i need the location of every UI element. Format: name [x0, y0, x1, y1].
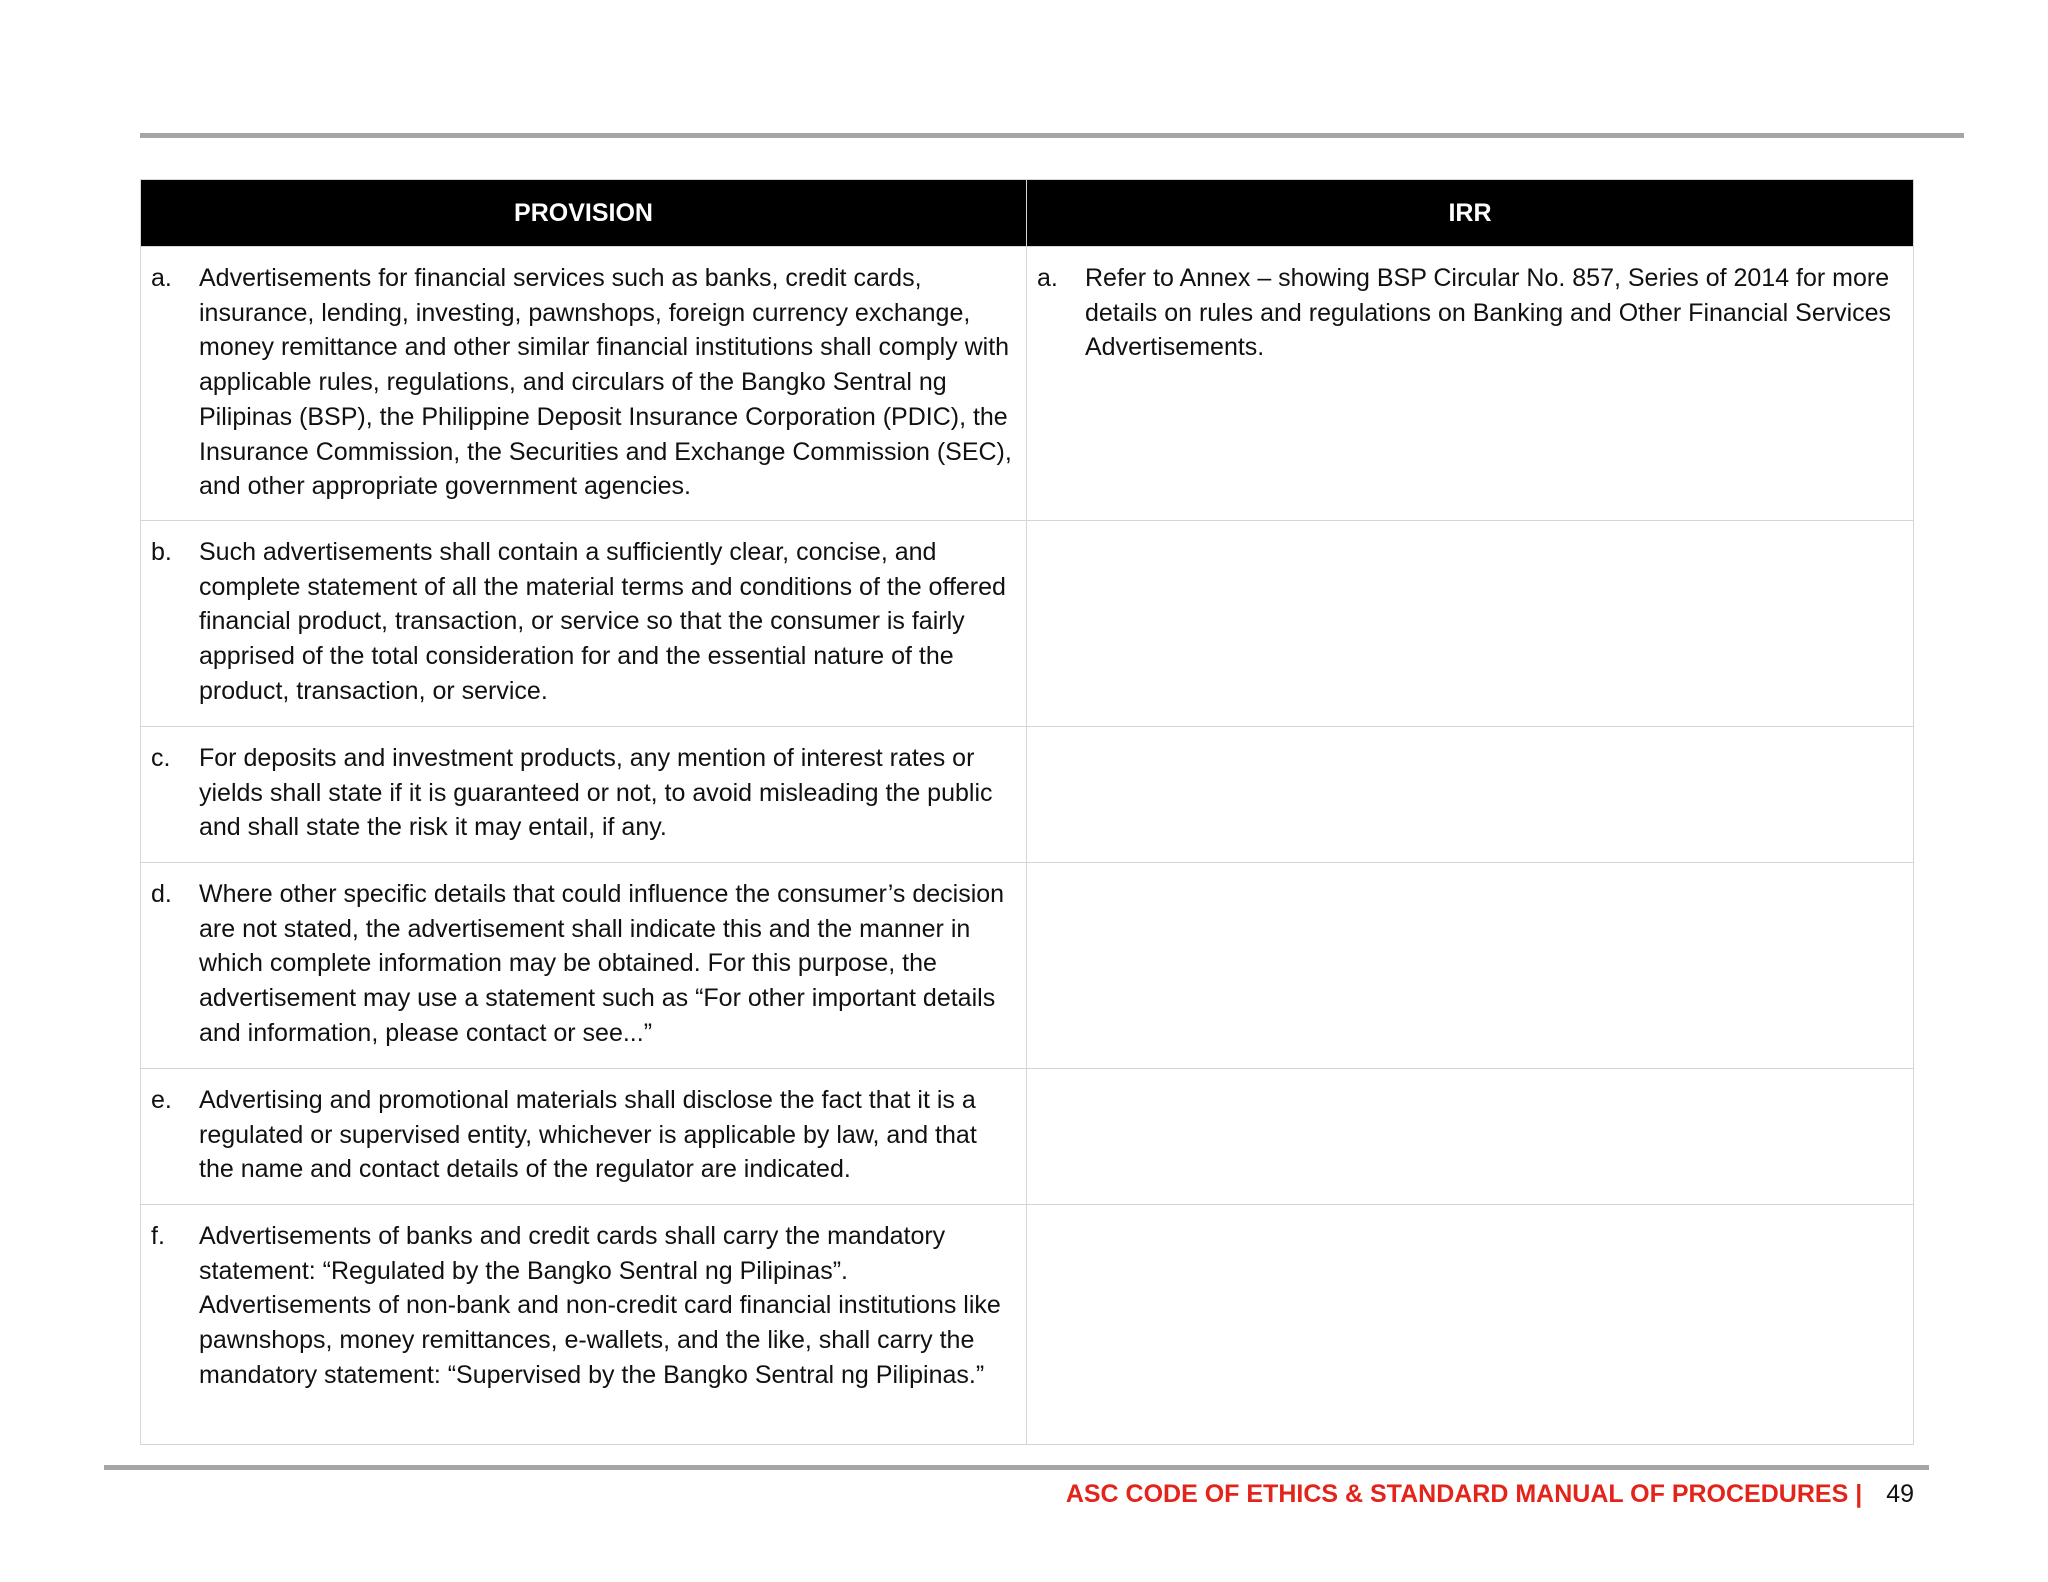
item-marker: c.: [151, 744, 171, 772]
document-title: ASC CODE OF ETHICS & STANDARD MANUAL OF PROCEDURES |: [1065, 1480, 1863, 1508]
table-row: [141, 727, 1914, 863]
table-row: [141, 863, 1914, 1069]
provision-text: Advertisements for financial services such as banks, credit cards, insurance, lending, investing, pawnshops, foreign currency exchange, money remittance and other similar financial institutions shall comply with applicable rules, regulations, and circulars of the Bangko Sentral ng Pilipinas (BSP), the Philippine Deposit Insurance Corporation (PDIC), the Insurance Commission, the Securities and Exchange Commission (SEC), and other appropriate government agencies.: [199, 264, 1012, 501]
list-item: [151, 1219, 1016, 1393]
provision-text: Advertisements of banks and credit cards shall carry the mandatory statement: “Regulated by the Bangko Sentral ng Pilipinas”. Advertisements of non-bank and non-credit card financial institutions like pawnshops, money remittances, e-wallets, and the like, shall carry the mandatory statement: “Supervised by the Bangko Sentral ng Pilipinas.”: [199, 1222, 1001, 1389]
item-marker: d.: [151, 880, 172, 908]
irr-cell: [1027, 1205, 1914, 1445]
table-header-row: [141, 180, 1914, 247]
table-row: [141, 1069, 1914, 1205]
list-item: [151, 1083, 1016, 1187]
provision-cell: [141, 521, 1027, 727]
irr-cell: [1027, 863, 1914, 1069]
item-marker: a.: [1037, 264, 1058, 292]
table-row: [141, 247, 1914, 521]
list-item: [1037, 261, 1903, 365]
provision-cell: [141, 247, 1027, 521]
list-item: [151, 261, 1016, 504]
table-row: [141, 1205, 1914, 1445]
item-marker: f.: [151, 1222, 165, 1250]
irr-cell: [1027, 1069, 1914, 1205]
provision-column-header: PROVISION: [141, 180, 1027, 247]
provision-cell: [141, 863, 1027, 1069]
item-marker: a.: [151, 264, 172, 292]
provision-text: Such advertisements shall contain a sufficiently clear, concise, and complete statement of all the material terms and conditions of the offered financial product, transaction, or service so that the consumer is fairly apprised of the total consideration for and the essential nature of the product, transaction, or service.: [199, 538, 1006, 705]
list-item: [151, 535, 1016, 709]
item-marker: b.: [151, 538, 172, 566]
irr-cell: [1027, 727, 1914, 863]
provision-irr-table: [140, 179, 1914, 1445]
irr-cell: [1027, 521, 1914, 727]
provision-cell: [141, 1069, 1027, 1205]
provision-cell: [141, 727, 1027, 863]
page-footer: [1066, 1480, 1914, 1509]
page-number: 49: [1886, 1480, 1914, 1508]
provision-text: Where other specific details that could influence the consumer’s decision are not stated, the advertisement shall indicate this and the manner in which complete information may be obtained. For this purpose, the advertisement may use a statement such as “For other important details and information, please contact or see...”: [199, 880, 1005, 1047]
provision-text: For deposits and investment products, any mention of interest rates or yields shall state if it is guaranteed or not, to avoid misleading the public and shall state the risk it may entail, if any.: [199, 744, 993, 842]
irr-cell: [1027, 247, 1914, 521]
provision-cell: [141, 1205, 1027, 1445]
irr-column-header: IRR: [1027, 180, 1914, 247]
list-item: [151, 877, 1016, 1051]
irr-text: Refer to Annex – showing BSP Circular No. 857, Series of 2014 for more details on rules and regulations on Banking and Other Financial Services Advertisements.: [1085, 264, 1892, 362]
table-row: [141, 521, 1914, 727]
provision-text: Advertising and promotional materials shall disclose the fact that it is a regulated or supervised entity, whichever is applicable by law, and that the name and contact details of the regulator are indicated.: [199, 1086, 977, 1184]
header-divider: [140, 133, 1964, 138]
list-item: [151, 741, 1016, 845]
item-marker: e.: [151, 1086, 172, 1114]
footer-divider: [104, 1465, 1929, 1470]
